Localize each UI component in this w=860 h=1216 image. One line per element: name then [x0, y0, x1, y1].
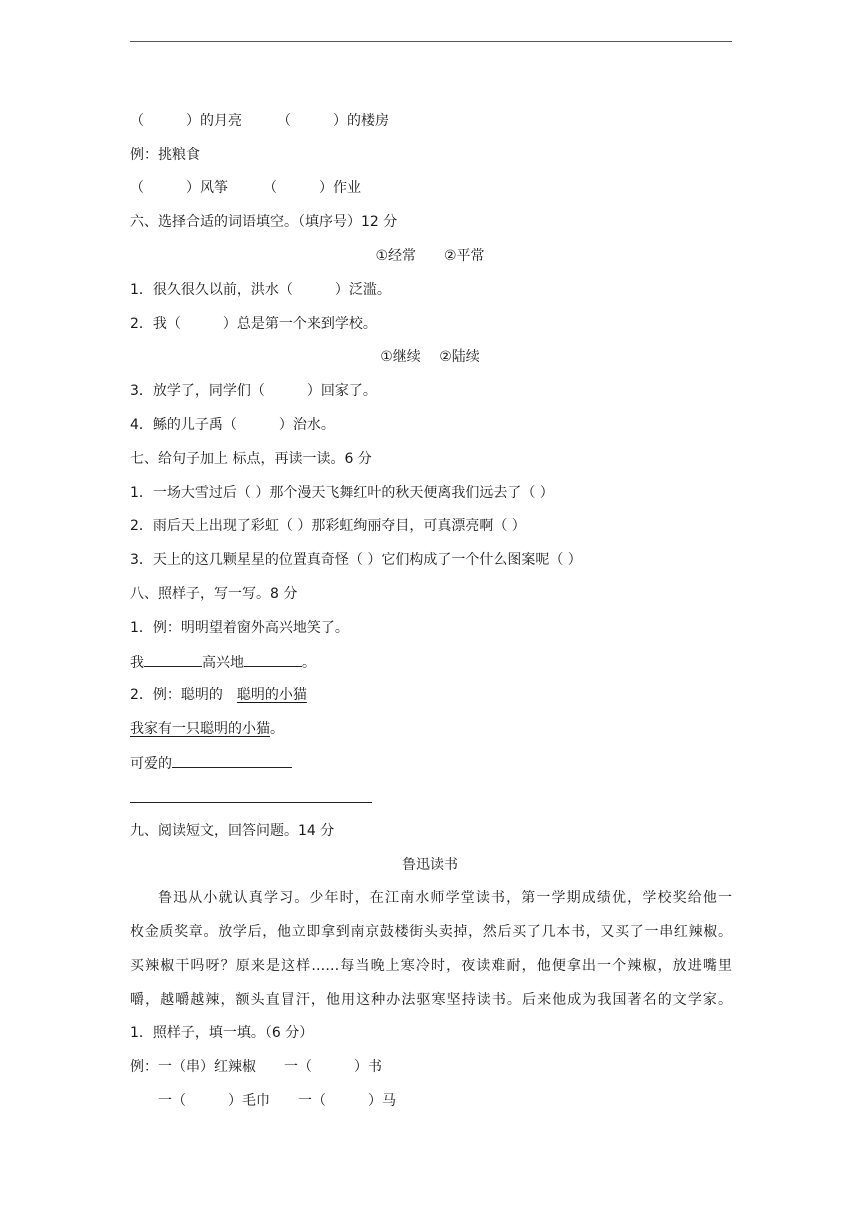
measure-word-example: 例：一（串）红辣椒 一（ ）书	[130, 1059, 382, 1075]
example-line: 例：挑粮食	[130, 147, 200, 163]
punctuation-sentence-3: 3．天上的这几颗星星的位置真奇怪（ ）它们构成了一个什么图案呢（ ）	[130, 552, 582, 568]
passage-line-2: 枚金质奖章。放学后，他立即拿到南京鼓楼街头卖掉，然后买了几本书，又买了一串红辣椒。	[130, 924, 732, 940]
example-phrase-line	[130, 685, 307, 705]
answer-blank-long	[130, 802, 372, 803]
example-phrase-sentence	[130, 719, 284, 739]
question-3: 3．放学了，同学们（ ）回家了。	[130, 383, 377, 399]
imitation-line-1	[130, 652, 316, 673]
answer-blank	[144, 652, 202, 667]
punctuation-sentence-1: 1．一场大雪过后（ ）那个漫天飞舞红叶的秋天便离我们远去了（ ）	[130, 485, 554, 501]
underlined-phrase: 聪明的小猫	[236, 687, 307, 703]
passage-line-4: 嚼，越嚼越辣，额头直冒汗，他用这种办法驱寒坚持读书。后来他成为我国著名的文学家。	[130, 992, 732, 1008]
word-options-1: ①经常 ②平常	[375, 248, 485, 264]
section-eight-heading: 八、照样子，写一写。8 分	[130, 586, 298, 602]
answer-blank	[244, 652, 302, 667]
text-segment: 我	[130, 655, 144, 671]
section-seven-heading: 七、给句子加上 标点，再读一读。6 分	[130, 451, 372, 467]
fill-line-moon-building: （ ）的月亮 （ ）的楼房	[130, 113, 389, 129]
fill-line-kite-homework: （ ）风筝 （ ）作业	[130, 180, 361, 196]
underlined-sentence: 我家有一只聪明的小猫	[130, 721, 270, 737]
header-rule	[130, 41, 732, 42]
imitation-line-2	[130, 753, 292, 774]
text-segment: 可爱的	[130, 756, 172, 772]
word-options-2: ①继续 ②陆续	[380, 349, 480, 365]
section-nine-heading: 九、阅读短文，回答问题。14 分	[130, 823, 335, 839]
text-segment: 。	[270, 721, 284, 737]
answer-blank	[172, 753, 292, 768]
punctuation-sentence-2: 2．雨后天上出现了彩虹（ ）那彩虹绚丽夺目，可真漂亮啊（ ）	[130, 518, 526, 534]
question-1: 1．很久很久以前，洪水（ ）泛滥。	[130, 282, 391, 298]
section-six-heading: 六、选择合适的词语填空。（填序号）12 分	[130, 214, 398, 230]
measure-word-fill: 一（ ）毛巾 一（ ）马	[158, 1093, 396, 1109]
passage-line-3: 买辣椒干吗呀？原来是这样……每当晚上寒冷时，夜读难耐，他便拿出一个辣椒，放进嘴里	[130, 958, 732, 974]
text-segment: 。	[302, 655, 316, 671]
question-2: 2．我（ ）总是第一个来到学校。	[130, 316, 377, 332]
text-segment: 高兴地	[202, 655, 244, 671]
example-sentence-1: 1．例：明明望着窗外高兴地笑了。	[130, 620, 349, 636]
text-segment: 2．例：聪明的	[130, 687, 237, 703]
passage-title: 鲁迅读书	[402, 857, 458, 873]
passage-line-1: 鲁迅从小就认真学习。少年时，在江南水师学堂读书，第一学期成绩优，学校奖给他一	[158, 890, 732, 906]
reading-question-1: 1．照样子，填一填。（6 分）	[130, 1025, 314, 1041]
question-4: 4．鲧的儿子禹（ ）治水。	[130, 417, 335, 433]
